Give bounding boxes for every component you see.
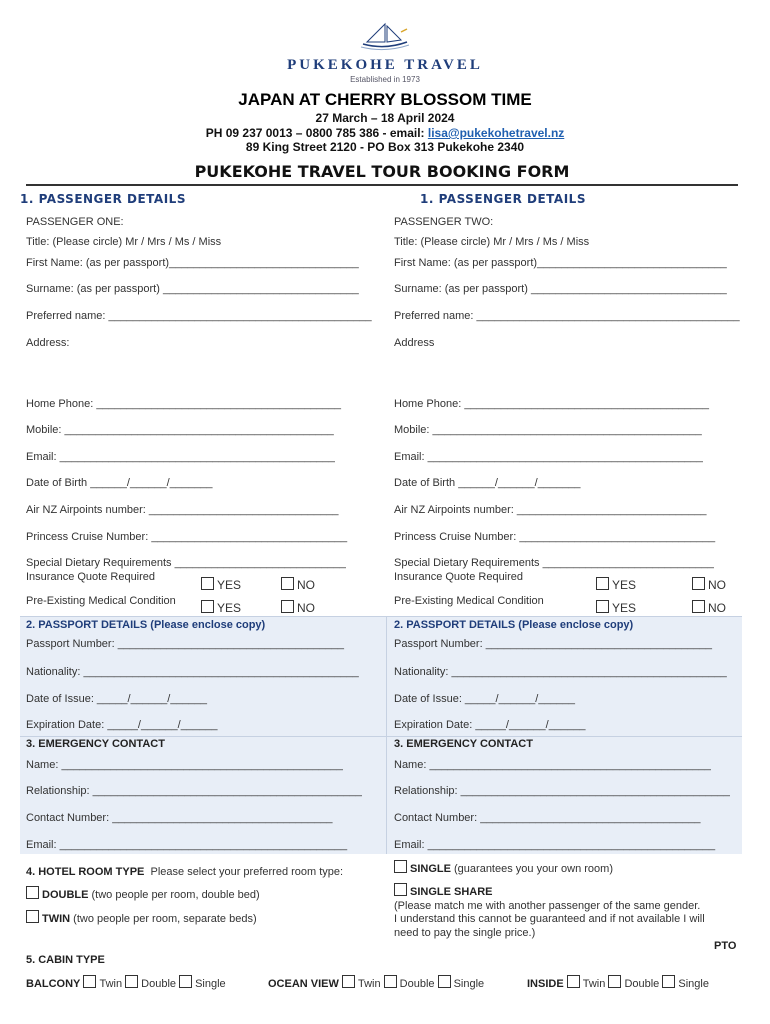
p1-princess-field[interactable]: Princess Cruise Number: ________________________________: [26, 531, 348, 543]
checkbox-icon[interactable]: [596, 577, 609, 590]
checkbox-icon[interactable]: [281, 577, 294, 590]
p2-relationship-field[interactable]: Relationship: ____________________________________________: [394, 785, 730, 797]
p2-nationality-field[interactable]: Nationality: _____________________________________________: [394, 666, 727, 678]
section5-heading: 5. CABIN TYPE: [26, 954, 105, 966]
checkbox-icon[interactable]: [608, 975, 621, 988]
p2-title-field[interactable]: Title: (Please circle) Mr / Mrs / Ms / Miss: [394, 236, 590, 248]
checkbox-icon[interactable]: [281, 600, 294, 613]
p1-address-field[interactable]: Address:: [26, 337, 70, 349]
p1-mobile-field[interactable]: Mobile: ____________________________________________: [26, 424, 334, 436]
p1-contact-number-field[interactable]: Contact Number: ____________________________________: [26, 812, 333, 824]
form-title: PUKEKOHE TRAVEL TOUR BOOKING FORM: [26, 160, 738, 186]
checkbox-icon[interactable]: [201, 577, 214, 590]
passenger-two-label: PASSENGER TWO:: [394, 216, 494, 228]
checkbox-icon[interactable]: [384, 975, 397, 988]
p1-insurance-no[interactable]: [281, 577, 315, 592]
room-option-single[interactable]: [394, 860, 613, 875]
p1-dietary-field[interactable]: Special Dietary Requirements ____________________________: [26, 557, 346, 569]
p2-expiry-date-field[interactable]: Expiration Date: _____/______/______: [394, 719, 586, 731]
p2-contact-number-field[interactable]: Contact Number: ____________________________________: [394, 812, 701, 824]
no-label: NO: [708, 578, 726, 592]
p1-home-phone-field[interactable]: Home Phone: ________________________________________: [26, 398, 342, 410]
balcony-double-label: Double: [141, 978, 176, 990]
p2-medical-yes[interactable]: [596, 600, 636, 615]
p2-insurance-no[interactable]: [692, 577, 726, 592]
p1-nationality-field[interactable]: Nationality: _____________________________________________: [26, 666, 359, 678]
single-label: SINGLE: [410, 863, 451, 875]
section4-heading: 4. HOTEL ROOM TYPE: [26, 866, 145, 878]
ocean-twin-label: Twin: [357, 978, 381, 990]
p1-issue-date-field[interactable]: Date of Issue: _____/______/______: [26, 693, 208, 705]
email-link[interactable]: lisa@pukekohetravel.nz: [427, 126, 565, 140]
room-option-double[interactable]: [26, 886, 260, 901]
single-note: (guarantees you your own room): [454, 863, 613, 875]
column-divider: [386, 616, 387, 854]
p2-princess-field[interactable]: Princess Cruise Number: ________________________________: [394, 531, 716, 543]
section2-heading-right: 2. PASSPORT DETAILS (Please enclose copy): [394, 619, 634, 631]
single-share-label: SINGLE SHARE: [410, 886, 493, 898]
section2-heading-left: 2. PASSPORT DETAILS (Please enclose copy): [26, 619, 266, 631]
p2-mobile-field[interactable]: Mobile: ____________________________________________: [394, 424, 702, 436]
logo-name: PUKEKOHE TRAVEL: [287, 57, 483, 73]
p1-email-field[interactable]: Email: _____________________________________________: [26, 451, 335, 463]
checkbox-icon[interactable]: [596, 600, 609, 613]
single-share-note-2: I understand this cannot be guaranteed and if not available I will: [394, 913, 705, 925]
p2-emergency-email-field[interactable]: Email: _______________________________________________: [394, 839, 716, 851]
checkbox-icon[interactable]: [567, 975, 580, 988]
no-label: NO: [708, 601, 726, 615]
divider: [20, 736, 742, 737]
balcony-twin-label: Twin: [99, 978, 123, 990]
section3-heading-left: 3. EMERGENCY CONTACT: [26, 738, 165, 750]
section1-heading-right: 1. PASSENGER DETAILS: [420, 192, 586, 206]
checkbox-icon[interactable]: [179, 975, 192, 988]
checkbox-icon[interactable]: [201, 600, 214, 613]
p2-insurance-label: Insurance Quote Required: [394, 571, 524, 583]
divider: [20, 616, 742, 617]
office-address: 89 King Street 2120 - PO Box 313 Pukekohe 2340: [245, 140, 525, 154]
section3-heading-right: 3. EMERGENCY CONTACT: [394, 738, 533, 750]
p1-emergency-email-field[interactable]: Email: _______________________________________________: [26, 839, 348, 851]
yes-label: YES: [217, 601, 242, 615]
checkbox-icon[interactable]: [26, 910, 39, 923]
p2-emergency-name-field[interactable]: Name: ______________________________________________: [394, 759, 711, 771]
p1-insurance-yes[interactable]: [201, 577, 241, 592]
p2-issue-date-field[interactable]: Date of Issue: _____/______/______: [394, 693, 576, 705]
no-label: NO: [297, 601, 315, 615]
cabin-balcony-row: [26, 975, 226, 990]
yes-label: YES: [612, 578, 637, 592]
single-share-note-3: need to pay the single price.): [394, 927, 536, 939]
passenger-one-label: PASSENGER ONE:: [26, 216, 124, 228]
inside-double-label: Double: [624, 978, 660, 990]
no-label: NO: [297, 578, 315, 592]
logo: [0, 20, 770, 84]
page-title: JAPAN AT CHERRY BLOSSOM TIME: [238, 90, 532, 109]
cabin-ocean-row: [268, 975, 484, 990]
ocean-view-label: OCEAN VIEW: [268, 978, 339, 990]
section1-heading-left: 1. PASSENGER DETAILS: [20, 192, 186, 206]
p1-title-field[interactable]: Title: (Please circle) Mr / Mrs / Ms / Miss: [26, 236, 222, 248]
twin-label: TWIN: [42, 913, 71, 925]
ocean-single-label: Single: [453, 978, 485, 990]
p2-passport-field[interactable]: Passport Number: _____________________________________: [394, 638, 713, 650]
p1-surname-field[interactable]: Surname: (as per passport) ________________________________: [26, 283, 359, 295]
p1-medical-label: Pre-Existing Medical Condition: [26, 595, 176, 607]
p1-emergency-name-field[interactable]: Name: ______________________________________________: [26, 759, 343, 771]
checkbox-icon[interactable]: [26, 886, 39, 899]
p1-insurance-label: Insurance Quote Required: [26, 571, 156, 583]
checkbox-icon[interactable]: [342, 975, 355, 988]
checkbox-icon[interactable]: [83, 975, 96, 988]
p1-dob-field[interactable]: Date of Birth ______/______/_______: [26, 477, 213, 489]
p2-medical-label: Pre-Existing Medical Condition: [394, 595, 544, 607]
inside-single-label: Single: [678, 978, 709, 990]
p2-insurance-yes[interactable]: [596, 577, 636, 592]
p1-medical-no[interactable]: [281, 600, 315, 615]
tour-dates: 27 March – 18 April 2024: [315, 111, 455, 125]
ocean-double-label: Double: [399, 978, 435, 990]
p1-expiry-date-field[interactable]: Expiration Date: _____/______/______: [26, 719, 218, 731]
checkbox-icon[interactable]: [394, 860, 407, 873]
sailing-ship-icon: [355, 20, 415, 52]
p2-medical-no[interactable]: [692, 600, 726, 615]
cabin-inside-row: [527, 975, 709, 990]
p1-medical-yes[interactable]: [201, 600, 241, 615]
section4-instruction: Please select your preferred room type:: [150, 866, 344, 878]
checkbox-icon[interactable]: [692, 600, 705, 613]
room-option-single-share[interactable]: [394, 883, 493, 898]
p1-airpoints-field[interactable]: Air NZ Airpoints number: _______________________________: [26, 504, 339, 516]
room-option-twin[interactable]: [26, 910, 257, 925]
p2-home-phone-field[interactable]: Home Phone: ________________________________________: [394, 398, 710, 410]
p2-airpoints-field[interactable]: Air NZ Airpoints number: _______________________________: [394, 504, 707, 516]
p1-relationship-field[interactable]: Relationship: ____________________________________________: [26, 785, 362, 797]
p2-surname-field[interactable]: Surname: (as per passport) ________________________________: [394, 283, 727, 295]
p1-preferred-name-field[interactable]: Preferred name: ___________________________________________: [26, 310, 372, 322]
checkbox-icon[interactable]: [125, 975, 138, 988]
hotel-room-heading: [26, 866, 343, 878]
checkbox-icon[interactable]: [662, 975, 675, 988]
double-note: (two people per room, double bed): [91, 889, 260, 901]
single-share-note-1: (Please match me with another passenger of the same gender.: [394, 900, 701, 912]
pto-label: PTO: [714, 940, 737, 952]
checkbox-icon[interactable]: [394, 883, 407, 896]
logo-tagline: Established in 1973: [350, 75, 420, 84]
checkbox-icon[interactable]: [692, 577, 705, 590]
p2-first-name-field[interactable]: First Name: (as per passport)_______________________________: [394, 257, 727, 269]
p2-address-field[interactable]: Address: [394, 337, 435, 349]
contact-line: [0, 126, 770, 140]
balcony-label: BALCONY: [26, 978, 81, 990]
p2-dob-field[interactable]: Date of Birth ______/______/_______: [394, 477, 581, 489]
inside-twin-label: Twin: [582, 978, 606, 990]
p2-dietary-field[interactable]: Special Dietary Requirements ____________________________: [394, 557, 714, 569]
p1-first-name-field[interactable]: First Name: (as per passport)_______________________________: [26, 257, 359, 269]
inside-label: INSIDE: [527, 978, 564, 990]
p2-preferred-name-field[interactable]: Preferred name: ___________________________________________: [394, 310, 740, 322]
double-label: DOUBLE: [42, 889, 89, 901]
checkbox-icon[interactable]: [438, 975, 451, 988]
yes-label: YES: [612, 601, 637, 615]
p2-email-field[interactable]: Email: _____________________________________________: [394, 451, 703, 463]
contact-phones: PH 09 237 0013 – 0800 785 386 - email:: [205, 126, 428, 140]
p1-passport-field[interactable]: Passport Number: _____________________________________: [26, 638, 345, 650]
yes-label: YES: [217, 578, 242, 592]
balcony-single-label: Single: [195, 978, 226, 990]
twin-note: (two people per room, separate beds): [73, 913, 257, 925]
